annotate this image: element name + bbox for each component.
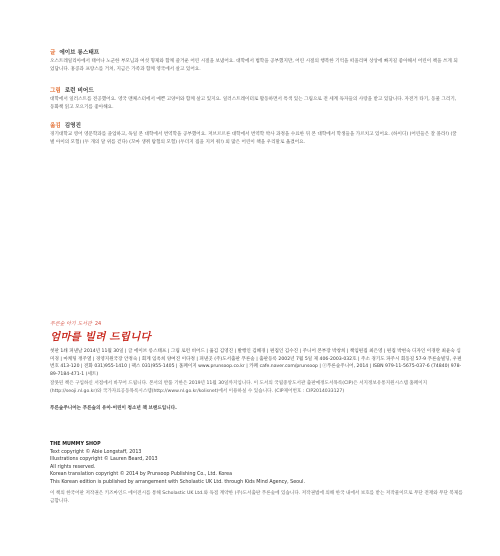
- copyright-line: This Korean edition is published by arrangement with Scholastic UK Ltd. through Kids Mind Agency, Seoul.: [50, 479, 306, 485]
- translator-bio: [50, 122, 460, 146]
- copyright-line: Korean translation copyright © 2014 by Prunsoop Publishing Co., Ltd. Korea: [50, 472, 233, 478]
- series-name: 푸른숲 아기 도서관: [50, 321, 92, 327]
- author-name: 에이브 롱스태프: [59, 50, 100, 56]
- copyright-line: Illustrations copyright © Lauren Beard, 2013: [50, 457, 158, 463]
- translator-bio-heading: [50, 122, 460, 130]
- cip-notice: 잘못된 책은 구입하신 서점에서 바꾸어 드립니다. 본서의 반품 기한은 2019년 11월 30일까지입니다. 이 도서의 국립중앙도서관 출판예정도서목록(CIP)은 서지정보유통지원시스템 홈페이지(http://seoji.nl.go.kr)와 국가자료공동목록시스템(http://www.nl.go.kr/kolisnet)에서 이용하실 수 있습니다. (CIP제어번호 : CIP2014033127): [50, 381, 428, 394]
- copyright-line: All rights reserved.: [50, 464, 96, 470]
- translator-role-label: 옮김: [50, 123, 61, 129]
- book-title: 엄마를 빌려 드립니다: [50, 331, 151, 343]
- publication-info: 첫판 1쇄 펴낸날 2014년 11월 30일 | 글 에이브 롱스태프 | 그림 로런 비어드 | 옮김 김영진 | 발행인 김혜경 | 편집인 김수진 | 주니어 본부장 박창희 | 책임편집 최은영 | 편집 박현숙 디자인 이경란 최윤숙 심미경 | 마케팅 정주열 | 경영지원국장 안정숙 | 회계 임옥희 양여진 이다정 | 펴낸곳 (주)도서출판 푸른숲 | 출판등록 2002년 7월 5일 제 406-2003-032호 | 주소 경기도 파주시 회동길 57-9 푸른숲빌딩, 우편번호 413-120 | 전화 031)955-1410 | 팩스 031)955-1405 | 홈페이지 www.prunsoop.co.kr | 카페 cafe.naver.com/prunsoop | ⓒ푸른숲주니어, 2014 | ISBN 979-11-5675-037-6 (74840) 978-89-7184-471-1 (세트): [50, 349, 462, 377]
- author-bio-text: 오스트레일리아에서 태어나 노군한 부모님과 여섯 형제와 함께 즐거운 어린 시절을 보냈어요. 대학에서 법학을 공부했지만, 어린 시절의 행복한 기억을 떠올리며 상상에 빠지길 좋아해서 어린이 책을 쓰게 되었답니다. 홍콩과 프랑스를 거쳐, 지금은 가족과 함께 영국에서 살고 있어요.: [50, 59, 458, 72]
- author-bio-heading: [50, 49, 460, 57]
- illustrator-name: 로런 비어드: [64, 88, 94, 94]
- english-copyright: [50, 441, 465, 487]
- illustrator-bio-text: 대학에서 일러스트를 전공했어요. 영국 맨체스터에서 예쁜 고양이와 함께 살고 있지요. 일러스트레이터로 활동하면서 특색 있는 그림으로 전 세계 독자들의 사랑을 받고 있답니다. 자전거 타기, 동물 그리기, 동화책 읽고 모으기를 좋아해요.: [50, 97, 457, 110]
- author-role-label: 글: [50, 50, 56, 56]
- illustrator-bio: [50, 87, 460, 111]
- translator-bio-text: 경기대학교 영어 영문학과를 졸업하고, 독일 본 대학에서 번역학을 공부했어요. 저브르르른 대학에서 번역학 박사 과정을 수료한 뒤 본 대학에서 학생들을 가르치고 있어요. (하이디) (어린들은 잘 몰라!) (꿀벌 아이의 모험) (두 개의 달 위를 걷다) (꼬마 생쥐 탐험의 모험) (두더지 집을 지켜 줘!) 외 많은 어린이 책을 우리말로 옮겼어요.: [50, 132, 457, 145]
- original-title: THE MUMMY SHOP: [50, 442, 101, 447]
- illustrator-role-label: 그림: [50, 88, 61, 94]
- illustrator-bio-heading: [50, 87, 460, 95]
- brand-note: 푸른숲주니어는 푸른숲의 유아·어린이 청소년 책 브랜드입니다.: [50, 406, 177, 411]
- series-label: [50, 321, 101, 328]
- author-bio: [50, 49, 460, 73]
- series-number: 24: [94, 321, 102, 327]
- korean-rights-notice: 이 책의 한국어판 저작권은 키즈마인드 에이전시를 통해 Scholastic UK Ltd.와 독점 계약한 (주)도서출판 푸른숲에 있습니다. 저작권법에 의해 한국 내에서 보호를 받는 저작물이므로 무단 전재와 무단 복제를 금합니다.: [50, 491, 463, 504]
- translator-name: 김영진: [64, 123, 81, 129]
- copyright-line: Text copyright © Abie Longstaff, 2013: [50, 449, 142, 455]
